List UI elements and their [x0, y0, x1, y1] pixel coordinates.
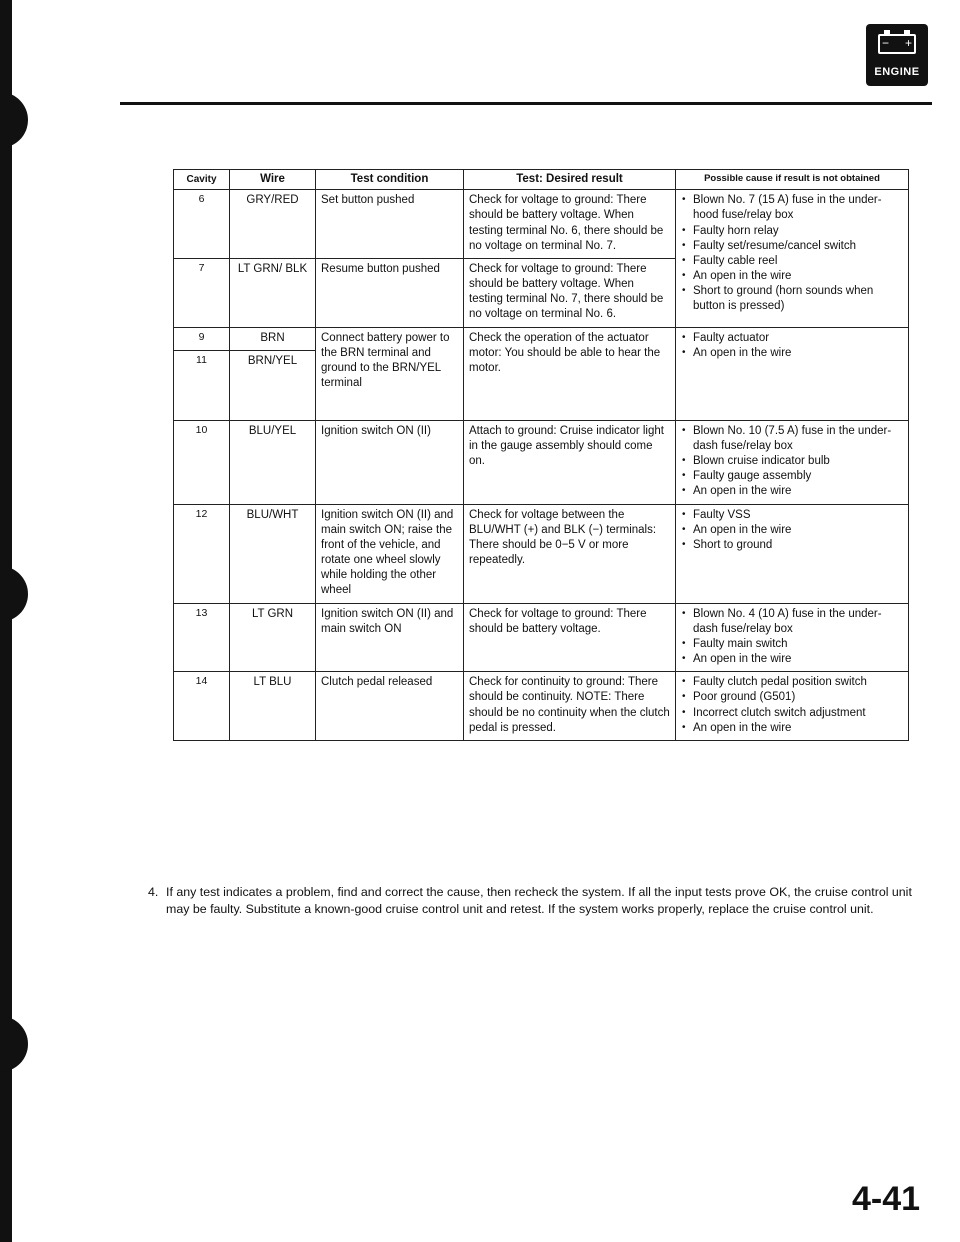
list-item: • Short to ground (horn sounds when button is pressed) — [693, 284, 903, 314]
header-rule — [120, 102, 932, 105]
table-row — [174, 190, 909, 259]
header-cavity: Cavity — [174, 170, 230, 190]
list-item: • Short to ground — [693, 538, 903, 553]
cell-causes — [676, 190, 909, 327]
cell-cavity: 13 — [174, 603, 230, 672]
cell-result: Check for voltage between the BLU/WHT (+) and BLK (−) terminals: There should be 0−5 V or more repeatedly. — [464, 504, 676, 603]
list-item: • Blown cruise indicator bulb — [693, 454, 903, 469]
binding-tab-icon — [0, 566, 28, 622]
cell-cavity: 12 — [174, 504, 230, 603]
table-row — [174, 504, 909, 603]
cell-wire: BRN — [230, 327, 316, 350]
cell-causes — [676, 672, 909, 741]
step-number: 4. — [148, 885, 159, 899]
list-item: • Faulty gauge assembly — [693, 469, 903, 484]
cell-cavity: 7 — [174, 258, 230, 327]
list-item: • Faulty cable reel — [693, 254, 903, 269]
cause-list — [681, 675, 903, 736]
table-row — [174, 420, 909, 504]
binding-tab-icon — [0, 92, 28, 148]
cell-result: Check for voltage to ground: There should be battery voltage. When testing terminal No. 7, there should be no voltage on terminal No. 6. — [464, 258, 676, 327]
list-item: • Blown No. 7 (15 A) fuse in the under-hood fuse/relay box — [693, 193, 903, 223]
list-item: • Faulty horn relay — [693, 224, 903, 239]
procedure-step-4 — [148, 884, 920, 918]
cell-causes — [676, 504, 909, 603]
step-text: If any test indicates a problem, find and correct the cause, then recheck the system. If all the input tests prove OK, the cruise control unit may be faulty. Substitute a known-good cruise control unit and retest. If the system works properly, replace the cruise control unit. — [166, 885, 912, 917]
cell-condition: Set button pushed — [316, 190, 464, 259]
cause-list — [681, 193, 903, 314]
cell-result: Check for continuity to ground: There should be continuity. NOTE: There should be no continuity when the clutch pedal is pressed. — [464, 672, 676, 741]
cell-causes — [676, 327, 909, 420]
cell-cavity: 10 — [174, 420, 230, 504]
cell-result: Attach to ground: Cruise indicator light in the gauge assembly should come on. — [464, 420, 676, 504]
table-row — [174, 603, 909, 672]
minus-symbol: − — [882, 36, 890, 50]
header-desired-result: Test: Desired result — [464, 170, 676, 190]
cell-condition: Resume button pushed — [316, 258, 464, 327]
cell-wire: BLU/WHT — [230, 504, 316, 603]
cell-wire: GRY/RED — [230, 190, 316, 259]
list-item: • An open in the wire — [693, 721, 903, 736]
engine-battery-icon — [866, 24, 928, 86]
list-item: • Faulty clutch pedal position switch — [693, 675, 903, 690]
cell-cavity: 11 — [174, 350, 230, 420]
plus-symbol: + — [904, 36, 912, 50]
list-item: • Faulty set/resume/cancel switch — [693, 239, 903, 254]
list-item: • Incorrect clutch switch adjustment — [693, 706, 903, 721]
cell-wire: BLU/YEL — [230, 420, 316, 504]
cell-wire: LT GRN/ BLK — [230, 258, 316, 327]
header-test-condition: Test condition — [316, 170, 464, 190]
header-wire: Wire — [230, 170, 316, 190]
list-item: • An open in the wire — [693, 523, 903, 538]
cruise-control-test-table — [173, 169, 909, 741]
cell-wire: LT GRN — [230, 603, 316, 672]
list-item: • An open in the wire — [693, 652, 903, 667]
header-possible-cause: Possible cause if result is not obtained — [676, 170, 909, 190]
cell-causes — [676, 603, 909, 672]
table-row — [174, 672, 909, 741]
cell-result: Check for voltage to ground: There should be battery voltage. — [464, 603, 676, 672]
list-item: • Faulty actuator — [693, 331, 903, 346]
cause-list — [681, 331, 903, 361]
cell-result: Check for voltage to ground: There should be battery voltage. When testing terminal No. 6, there should be no voltage on terminal No. 7. — [464, 190, 676, 259]
cell-condition: Ignition switch ON (II) — [316, 420, 464, 504]
list-item: • Faulty VSS — [693, 508, 903, 523]
cell-cavity: 14 — [174, 672, 230, 741]
cell-cavity: 6 — [174, 190, 230, 259]
binding-tab-icon — [0, 1016, 28, 1072]
cell-condition: Connect battery power to the BRN terminal and ground to the BRN/YEL terminal — [316, 327, 464, 420]
list-item: • Blown No. 4 (10 A) fuse in the under-dash fuse/relay box — [693, 607, 903, 637]
cell-condition: Clutch pedal released — [316, 672, 464, 741]
cause-list — [681, 424, 903, 500]
table-header-row — [174, 170, 909, 190]
cell-wire: LT BLU — [230, 672, 316, 741]
cause-list — [681, 508, 903, 554]
cell-condition: Ignition switch ON (II) and main switch ON; raise the front of the vehicle, and rotate one wheel slowly while holding the other wheel — [316, 504, 464, 603]
cell-causes — [676, 420, 909, 504]
list-item: • Poor ground (G501) — [693, 690, 903, 705]
list-item: • An open in the wire — [693, 346, 903, 361]
cell-wire: BRN/YEL — [230, 350, 316, 420]
cause-list — [681, 607, 903, 668]
engine-label: ENGINE — [874, 66, 920, 78]
list-item: • Faulty main switch — [693, 637, 903, 652]
table-row — [174, 327, 909, 350]
list-item: • Blown No. 10 (7.5 A) fuse in the under-dash fuse/relay box — [693, 424, 903, 454]
cell-cavity: 9 — [174, 327, 230, 350]
list-item: • An open in the wire — [693, 484, 903, 499]
cell-result: Check the operation of the actuator motor: You should be able to hear the motor. — [464, 327, 676, 420]
cell-condition: Ignition switch ON (II) and main switch ON — [316, 603, 464, 672]
list-item: • An open in the wire — [693, 269, 903, 284]
page-number: 4-41 — [852, 1180, 921, 1218]
